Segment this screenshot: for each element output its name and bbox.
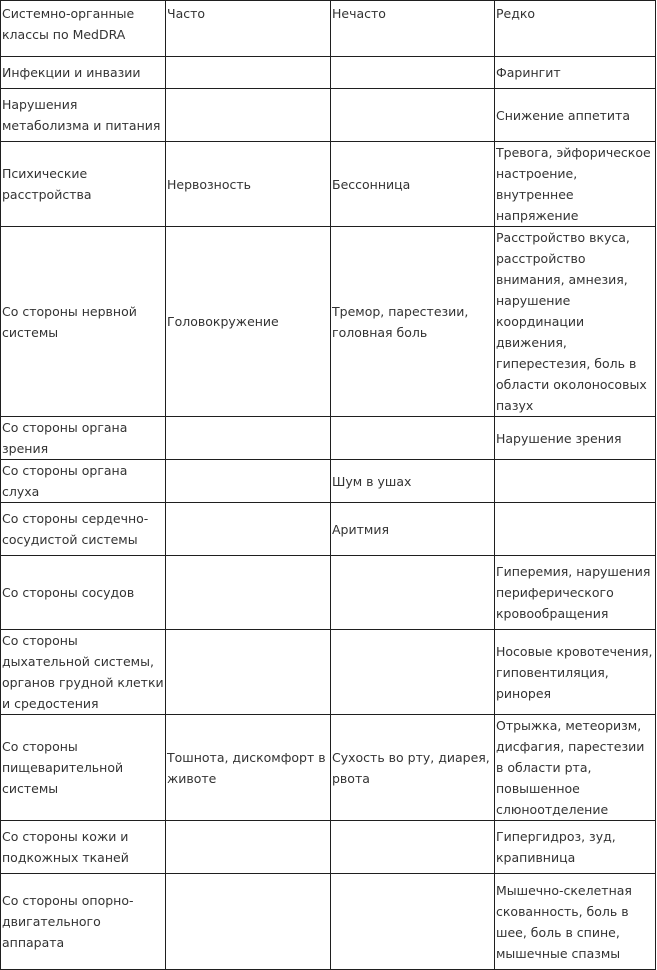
table-row — [1, 227, 656, 417]
table-row — [1, 556, 656, 630]
cell-soc: Со стороны дыхательной системы, органов грудной клетки и средостения — [1, 630, 166, 715]
cell-soc: Со стороны опорно-двигательного аппарата — [1, 874, 166, 970]
cell-rare: Расстройство вкуса, расстройство внимания, амнезия, нарушение координации движения, гиперестезия, боль в области околоносовых пазух — [495, 227, 656, 417]
table-row — [1, 142, 656, 227]
table-row — [1, 503, 656, 556]
cell-rare: Нарушение зрения — [495, 417, 656, 460]
cell-soc: Со стороны нервной системы — [1, 227, 166, 417]
cell-soc: Со стороны пищеварительной системы — [1, 715, 166, 821]
cell-often — [166, 874, 331, 970]
cell-often — [166, 556, 331, 630]
cell-uncommon: Сухость во рту, диарея, рвота — [331, 715, 495, 821]
cell-rare — [495, 460, 656, 503]
table-header-row — [1, 1, 656, 57]
table-row — [1, 630, 656, 715]
header-soc: Системно-органные классы по MedDRA — [1, 1, 166, 57]
cell-soc: Со стороны сосудов — [1, 556, 166, 630]
cell-soc: Со стороны сердечно-сосудистой системы — [1, 503, 166, 556]
cell-soc: Со стороны органа зрения — [1, 417, 166, 460]
cell-often: Головокружение — [166, 227, 331, 417]
cell-often — [166, 630, 331, 715]
cell-rare — [495, 503, 656, 556]
table-row — [1, 821, 656, 874]
cell-uncommon — [331, 556, 495, 630]
cell-soc: Со стороны кожи и подкожных тканей — [1, 821, 166, 874]
cell-rare: Отрыжка, метеоризм, дисфагия, парестезии в области рта, повышенное слюноотделение — [495, 715, 656, 821]
cell-rare: Носовые кровотечения, гиповентиляция, ринорея — [495, 630, 656, 715]
cell-uncommon: Шум в ушах — [331, 460, 495, 503]
cell-uncommon: Аритмия — [331, 503, 495, 556]
cell-often — [166, 417, 331, 460]
cell-uncommon — [331, 57, 495, 89]
cell-often: Тошнота, дискомфорт в животе — [166, 715, 331, 821]
cell-rare: Тревога, эйфорическое настроение, внутреннее напряжение — [495, 142, 656, 227]
cell-soc: Со стороны органа слуха — [1, 460, 166, 503]
cell-rare: Фарингит — [495, 57, 656, 89]
cell-rare: Гипергидроз, зуд, крапивница — [495, 821, 656, 874]
header-often: Часто — [166, 1, 331, 57]
cell-uncommon — [331, 874, 495, 970]
cell-rare: Снижение аппетита — [495, 89, 656, 142]
cell-uncommon: Бессонница — [331, 142, 495, 227]
cell-uncommon: Тремор, парестезии, головная боль — [331, 227, 495, 417]
cell-soc: Психические расстройства — [1, 142, 166, 227]
cell-uncommon — [331, 89, 495, 142]
table-row — [1, 460, 656, 503]
header-uncommon: Нечасто — [331, 1, 495, 57]
cell-often: Нервозность — [166, 142, 331, 227]
cell-uncommon — [331, 630, 495, 715]
cell-often — [166, 57, 331, 89]
cell-often — [166, 821, 331, 874]
cell-often — [166, 89, 331, 142]
cell-soc: Инфекции и инвазии — [1, 57, 166, 89]
cell-uncommon — [331, 417, 495, 460]
cell-uncommon — [331, 821, 495, 874]
table-row — [1, 57, 656, 89]
cell-often — [166, 503, 331, 556]
table-row — [1, 715, 656, 821]
cell-rare: Гиперемия, нарушения периферического кровообращения — [495, 556, 656, 630]
header-rare: Редко — [495, 1, 656, 57]
cell-soc: Нарушения метаболизма и питания — [1, 89, 166, 142]
table-row — [1, 874, 656, 970]
cell-rare: Мышечно-скелетная скованность, боль в шее, боль в спине, мышечные спазмы — [495, 874, 656, 970]
table-row — [1, 89, 656, 142]
table-row — [1, 417, 656, 460]
cell-often — [166, 460, 331, 503]
